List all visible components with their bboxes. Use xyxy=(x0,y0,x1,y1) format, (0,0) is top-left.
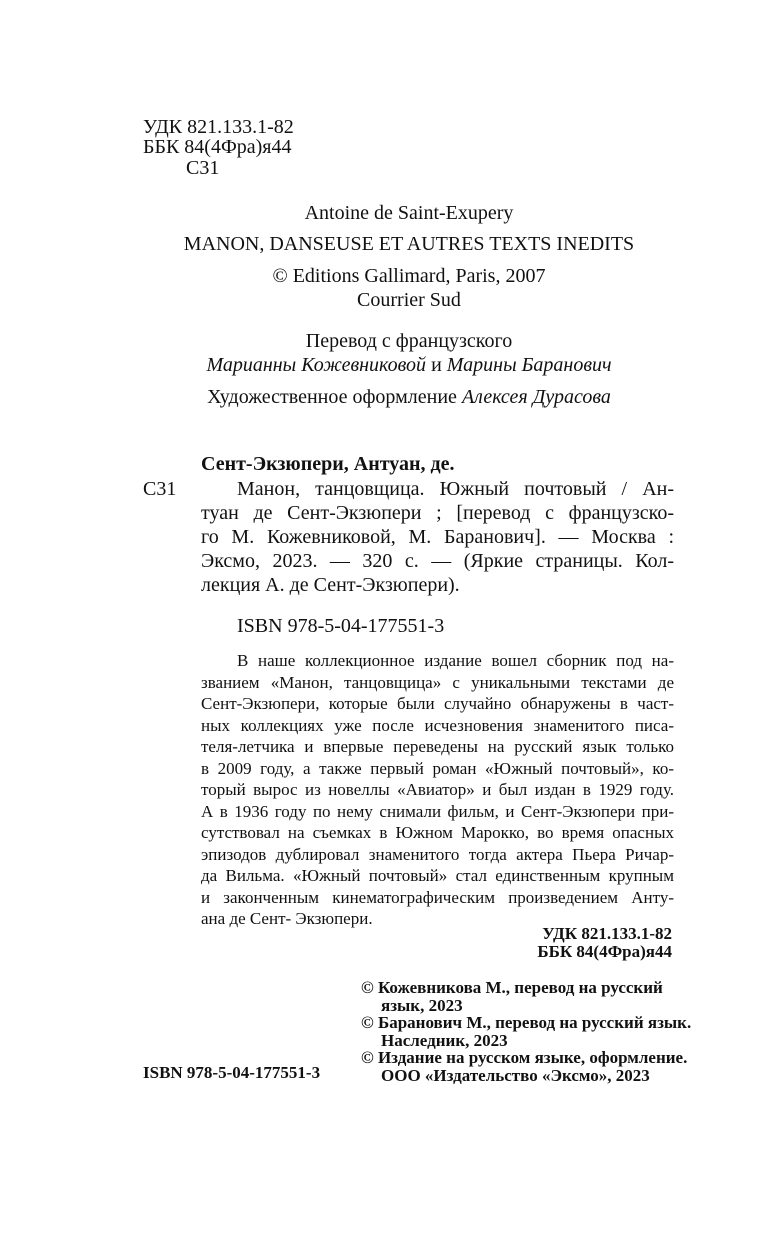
annotation-line: торый вырос из новеллы «Авиатор» и был издан в 1929 году. xyxy=(201,780,674,799)
heading-author: Сент-Экзюпери, Антуан, де. xyxy=(201,453,455,475)
bib-line: туан де Сент-Экзюпери ; [перевод с французско- xyxy=(201,502,674,524)
design-line xyxy=(0,385,768,409)
bib-line: Эксмо, 2023. — 320 с. — (Яркие страницы. Кол- xyxy=(201,550,674,572)
annotation-line: А в 1936 году по нему снимали фильм, и Сент-Экзюпери при- xyxy=(201,801,674,821)
original-title-2: Courrier Sud xyxy=(357,289,461,311)
bib-description xyxy=(201,477,674,597)
copyright-line: ООО «Издательство «Эксмо», 2023 xyxy=(381,1065,650,1085)
udk-bottom: УДК 821.133.1-82 xyxy=(542,924,672,943)
original-title: MANON, DANSEUSE ET AUTRES TEXTS INEDITS xyxy=(183,233,635,255)
translators-line xyxy=(0,353,768,377)
translation-line: Перевод с французского xyxy=(305,330,513,352)
annotation-line: и законченным кинематографическим произведением Анту- xyxy=(201,887,674,907)
copyright-block xyxy=(361,979,691,1084)
original-author: Antoine de Saint-Exupery xyxy=(304,202,514,224)
original-copyright: © Editions Gallimard, Paris, 2007 xyxy=(272,265,546,287)
bib-line: Манон, танцовщица. Южный почтовый / Ан- xyxy=(237,478,674,500)
annotation xyxy=(201,650,674,930)
annotation-line: В наше коллекционное издание вошел сборник под на- xyxy=(237,651,674,670)
translator-1: Марианны Кожевниковой xyxy=(206,354,427,376)
design-name: Алексея Дурасова xyxy=(461,386,611,408)
annotation-line: в 2009 году, а также первый роман «Южный почтовый», ко- xyxy=(201,758,674,778)
annotation-line: ных коллекциях уже после исчезновения знаменитого писа- xyxy=(201,715,674,735)
copyright-line: © Кожевникова М., перевод на русский xyxy=(361,978,663,997)
bbk-top: ББК 84(4Фра)я44 xyxy=(143,136,292,158)
annotation-line: теля-летчика и впервые переведены на русский язык только xyxy=(201,737,674,756)
cutter-top: С31 xyxy=(186,157,220,179)
annotation-line: Сент-Экзюпери, которые были случайно обнаружены в част- xyxy=(201,694,674,713)
cutter: С31 xyxy=(143,478,177,500)
udk-top: УДК 821.133.1-82 xyxy=(143,116,294,138)
copyright-line: © Издание на русском языке, оформление. xyxy=(361,1048,688,1067)
translator-2: Марины Баранович xyxy=(446,354,612,376)
annotation-line: да Вильма. «Южный почтовый» стал единственным крупным xyxy=(201,866,674,885)
isbn-bottom: ISBN 978-5-04-177551-3 xyxy=(143,1063,321,1082)
copyright-line: Наследник, 2023 xyxy=(381,1030,508,1050)
copyright-line: © Баранович М., перевод на русский язык. xyxy=(361,1013,692,1032)
translators-and: и xyxy=(431,354,442,376)
design-label: Художественное оформление xyxy=(207,386,457,408)
bbk-bottom: ББК 84(4Фра)я44 xyxy=(537,942,672,961)
annotation-line: ана де Сент- Экзюпери. xyxy=(201,909,373,928)
annotation-line: эпизодов дублировал знаменитого тогда актера Пьера Ричар- xyxy=(201,844,674,864)
copyright-line: язык, 2023 xyxy=(381,995,463,1015)
bib-line: го М. Кожевниковой, М. Баранович]. — Москва : xyxy=(201,526,674,548)
annotation-line: сутствовал на съемках в Южном Марокко, во время опасных xyxy=(201,823,674,842)
annotation-line: званием «Манон, танцовщица» с уникальными текстами де xyxy=(201,672,674,692)
bib-line: лекция А. де Сент-Экзюпери). xyxy=(201,574,460,596)
isbn-main: ISBN 978-5-04-177551-3 xyxy=(237,615,445,637)
